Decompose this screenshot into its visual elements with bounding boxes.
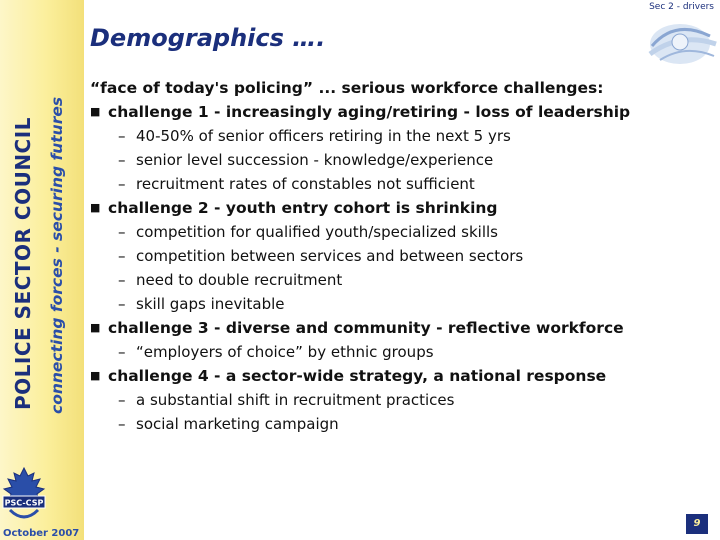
slide-title: Demographics ….: [90, 24, 326, 52]
sub-item: [90, 268, 710, 292]
dash-icon: –: [118, 247, 126, 265]
globe-swirl-icon: [630, 14, 720, 72]
sub-item-text: skill gaps inevitable: [136, 295, 285, 313]
sub-item: [90, 388, 710, 412]
sub-item-text: competition between services and between sectors: [136, 247, 524, 265]
square-bullet-icon: ■: [90, 105, 101, 118]
sub-item-text: senior level succession - knowledge/experience: [136, 151, 494, 169]
dash-icon: –: [118, 127, 126, 145]
sub-item: [90, 244, 710, 268]
challenge-text: challenge 3 - diverse and community - reflective workforce: [108, 319, 624, 337]
section-tag: Sec 2 - drivers: [649, 2, 714, 12]
challenge-item: [90, 100, 710, 124]
challenge-text: challenge 1 - increasingly aging/retiring - loss of leadership: [108, 103, 631, 121]
sub-item: [90, 340, 710, 364]
dash-icon: –: [118, 391, 126, 409]
challenge-text: challenge 2 - youth entry cohort is shrinking: [108, 199, 498, 217]
dash-icon: –: [118, 271, 126, 289]
sub-item-text: 40-50% of senior officers retiring in the next 5 yrs: [136, 127, 511, 145]
sub-item-text: competition for qualified youth/specialized skills: [136, 223, 498, 241]
challenge-item: [90, 316, 710, 340]
sub-item-text: recruitment rates of constables not sufficient: [136, 175, 475, 193]
sub-item-text: “employers of choice” by ethnic groups: [136, 343, 434, 361]
intro-text: “face of today's policing” ... serious workforce challenges:: [90, 79, 604, 97]
sub-item: [90, 412, 710, 436]
dash-icon: –: [118, 295, 126, 313]
sub-item-text: a substantial shift in recruitment practices: [136, 391, 455, 409]
dash-icon: –: [118, 151, 126, 169]
square-bullet-icon: ■: [90, 321, 101, 334]
presentation-date: October 2007: [3, 528, 80, 539]
sub-item-text: social marketing campaign: [136, 415, 339, 433]
sub-item: [90, 172, 710, 196]
slide-body: [90, 76, 710, 436]
page-number: 9: [686, 514, 708, 534]
sub-item-text: need to double recruitment: [136, 271, 343, 289]
logo-text: PSC-CSP: [4, 498, 44, 508]
dash-icon: –: [118, 343, 126, 361]
challenge-text: challenge 4 - a sector-wide strategy, a national response: [108, 367, 607, 385]
sub-item: [90, 220, 710, 244]
square-bullet-icon: ■: [90, 201, 101, 214]
dash-icon: –: [118, 175, 126, 193]
organization-tagline: connecting forces - securing futures: [48, 96, 66, 414]
dash-icon: –: [118, 223, 126, 241]
square-bullet-icon: ■: [90, 369, 101, 382]
challenge-item: [90, 364, 710, 388]
sub-item: [90, 292, 710, 316]
sub-item: [90, 148, 710, 172]
challenge-item: [90, 196, 710, 220]
dash-icon: –: [118, 415, 126, 433]
psc-csp-logo-icon: [2, 466, 46, 528]
sub-item: [90, 124, 710, 148]
organization-name: POLICE SECTOR COUNCIL: [11, 117, 35, 410]
